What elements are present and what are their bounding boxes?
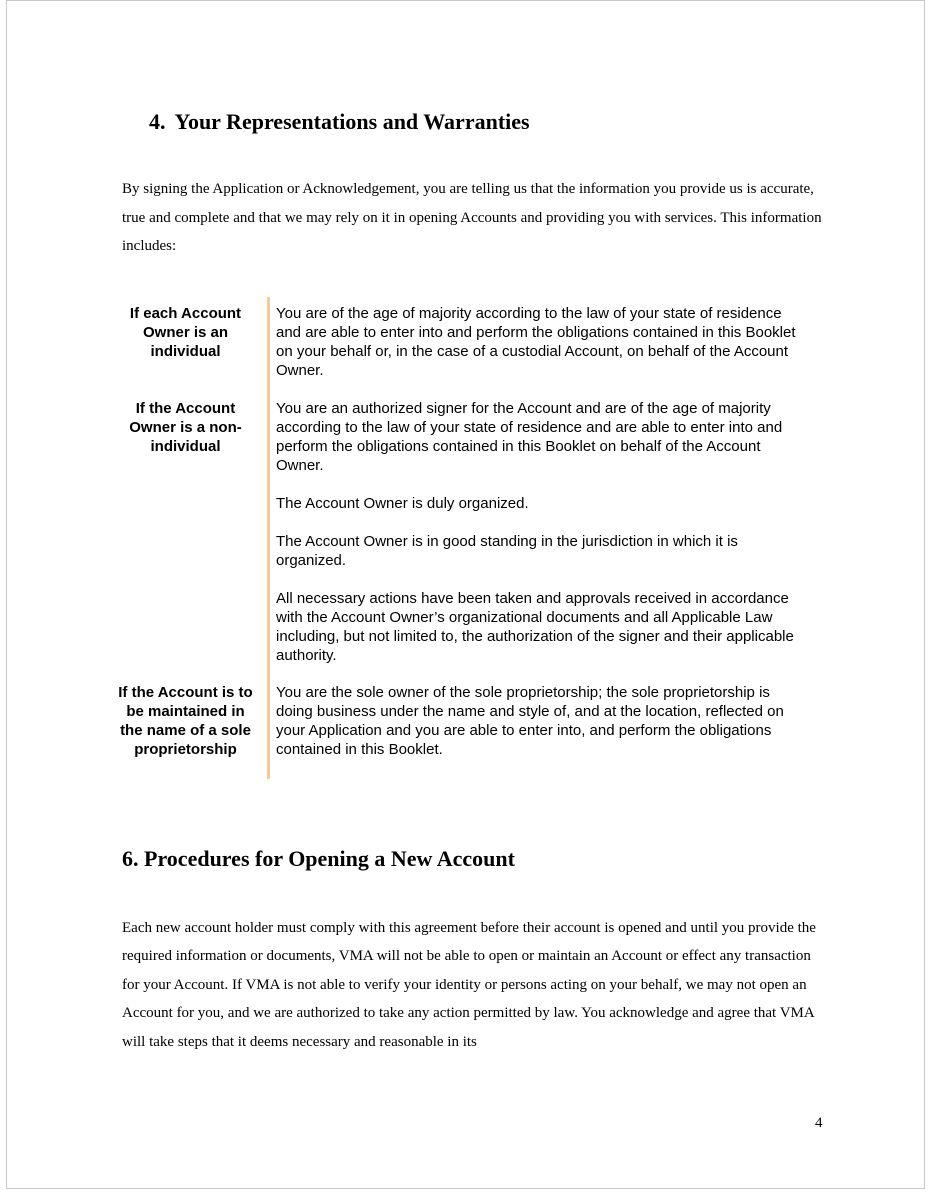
page-number: 4: [815, 1115, 823, 1131]
rep-label-sole-proprietorship: If the Account is to be maintained in the name of a sole proprietorship: [118, 684, 253, 758]
section-4-intro: By signing the Application or Acknowledgement, you are telling us that the information you provide us is accurate, true and complete and that we may rely on it in opening Accounts and providing you with services. This information includes:: [122, 181, 822, 254]
rep-text-good-standing: The Account Owner is in good standing in the jurisdiction in which it is organized.: [276, 533, 738, 569]
rep-text-individual: You are of the age of majority according to the law of your state of residence and are able to enter into and perform the obligations contained in this Booklet on your behalf or, in the case of a custodial Account, on behalf of the Account Owner.: [276, 305, 796, 379]
section-4-heading: [149, 109, 530, 135]
document-page: [6, 0, 925, 1189]
section-6-heading: 6. Procedures for Opening a New Account: [122, 846, 515, 871]
rep-label-individual: If each Account Owner is an individual: [129, 305, 242, 360]
representations-table: [117, 297, 817, 781]
rep-label-non-individual: If the Account Owner is a non-individual: [129, 400, 242, 455]
table-divider: [267, 297, 270, 779]
rep-text-authorized-signer: You are an authorized signer for the Account and are of the age of majority according to the law of your state of residence and are able to enter into and perform the obligations contained in this Booklet on behalf of the Account Owner.: [276, 400, 783, 474]
rep-text-necessary-actions: All necessary actions have been taken and approvals received in accordance with the Account Owner’s organizational documents and all Applicable Law including, but not limited to, the authorization of the signer and their applicable authority.: [276, 590, 794, 664]
section-4-number: 4.: [149, 109, 166, 134]
section-4-title: Your Representations and Warranties: [174, 109, 530, 134]
rep-text-sole-proprietorship: You are the sole owner of the sole proprietorship; the sole proprietorship is doing business under the name and style of, and at the location, reflected on your Application and you are able to enter into, and perform the obligations contained in this Booklet.: [276, 684, 784, 758]
section-6-body: Each new account holder must comply with this agreement before their account is opened and until you provide the required information or documents, VMA will not be able to open or maintain an Account or effect any transaction for your Account. If VMA is not able to verify your identity or persons acting on your behalf, we may not open an Account for you, and we are authorized to take any action permitted by law. You acknowledge and agree that VMA will take steps that it deems necessary and reasonable in its: [122, 920, 816, 1050]
rep-text-duly-organized: The Account Owner is duly organized.: [276, 495, 529, 512]
